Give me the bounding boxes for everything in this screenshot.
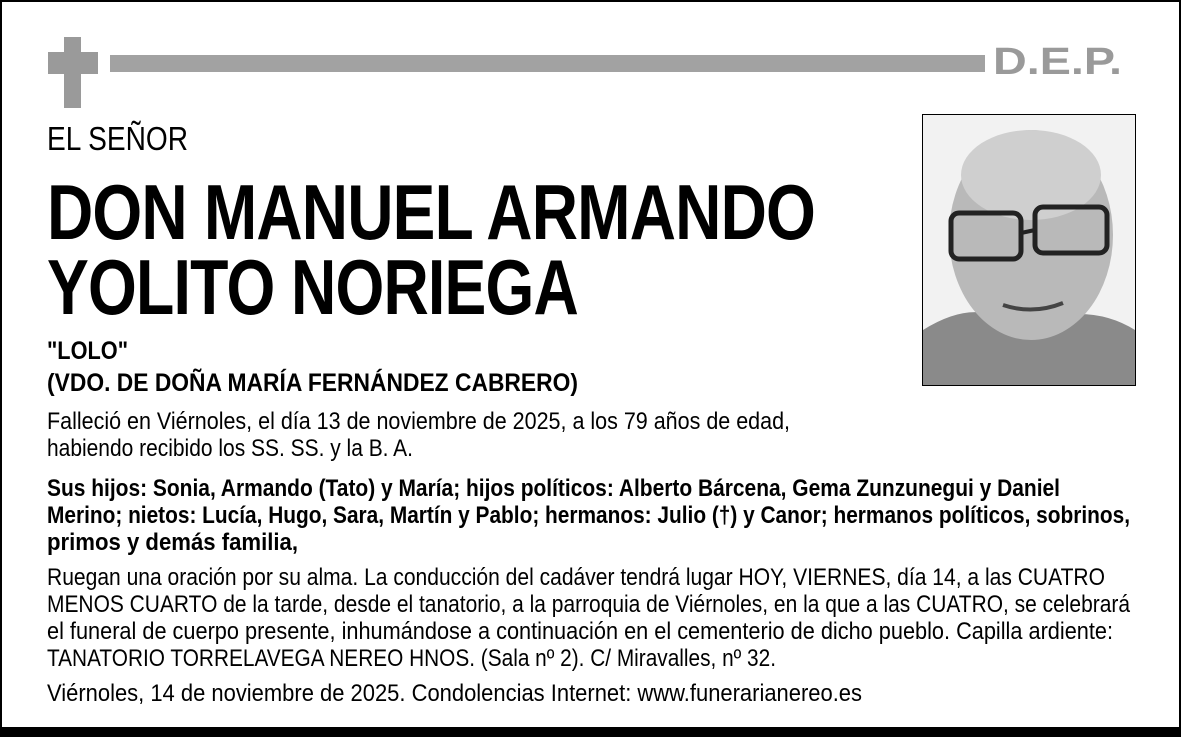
ceremony-text: Ruegan una oración por su alma. La conducción del cadáver tendrá lugar HOY, VIERNES, día 14, a las CUATRO	[47, 564, 1105, 591]
deceased-name-line1: DON MANUEL ARMANDO	[47, 168, 815, 256]
family-text: Merino; nietos: Lucía, Hugo, Sara, Martín y Pablo; hermanos: Julio (†) y Canor; hermanos políticos, sobrinos,	[47, 502, 1130, 529]
family-text: Sus hijos: Sonia, Armando (Tato) y María; hijos políticos: Alberto Bárcena, Gema Zunzunegui y Daniel	[47, 475, 1060, 502]
nickname: "LOLO"	[47, 337, 128, 365]
cross-icon-arm	[48, 52, 98, 74]
widower-of: (VDO. DE DOÑA MARÍA FERNÁNDEZ CABRERO)	[47, 369, 578, 397]
family-text: primos y demás familia,	[47, 529, 298, 556]
bottom-border	[0, 727, 1181, 737]
death-text: habiendo recibido los SS. SS. y la B. A.	[47, 435, 413, 462]
header-rule	[110, 55, 985, 72]
dep-label: D.E.P.	[993, 41, 1122, 83]
deceased-photo	[922, 114, 1136, 386]
title-prefix: EL SEÑOR	[47, 120, 188, 157]
footer-text: Viérnoles, 14 de noviembre de 2025. Condolencias Internet: www.funerarianereo.es	[47, 680, 862, 707]
death-text: Falleció en Viérnoles, el día 13 de noviembre de 2025, a los 79 años de edad,	[47, 408, 790, 435]
ceremony-text: el funeral de cuerpo presente, inhumándose a continuación en el cementerio de dicho pueblo. Capilla ardiente:	[47, 618, 1113, 645]
deceased-name-line2: YOLITO NORIEGA	[47, 243, 578, 331]
ceremony-text: MENOS CUARTO de la tarde, desde el tanatorio, a la parroquia de Viérnoles, en la que a las CUATRO, se celebrará	[47, 591, 1130, 618]
ceremony-text: TANATORIO TORRELAVEGA NEREO HNOS. (Sala nº 2). C/ Miravalles, nº 32.	[47, 645, 776, 672]
